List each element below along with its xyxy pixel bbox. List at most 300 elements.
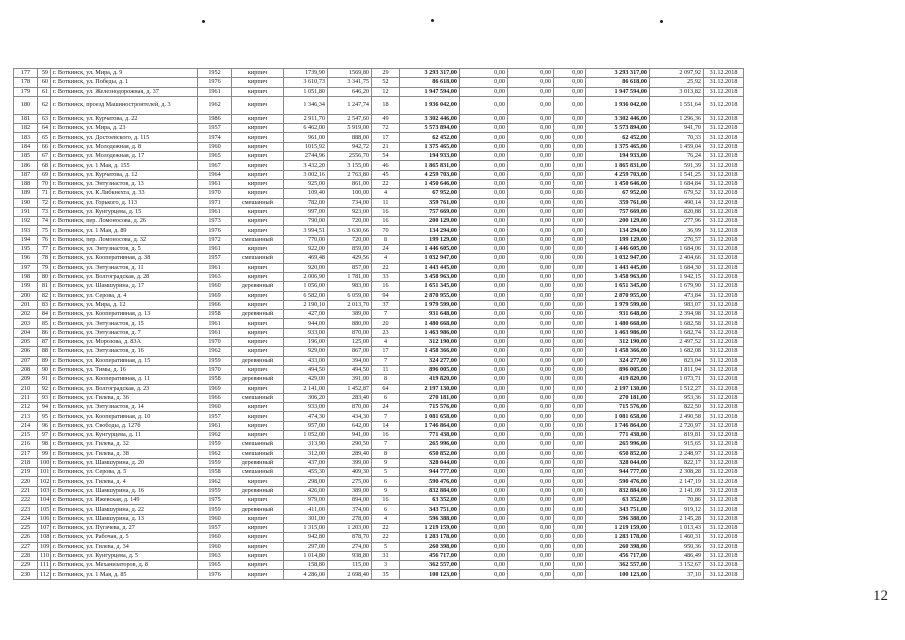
year-cell: 1962 — [198, 477, 232, 486]
table-row — [14, 551, 744, 560]
year-cell: 1963 — [198, 551, 232, 560]
date-cell: 31.12.2018 — [704, 124, 744, 133]
date-cell: 31.12.2018 — [704, 551, 744, 560]
living-area-cell: 870,00 — [328, 328, 372, 337]
address-cell: г. Воткинск, ул. Гилева, д. 36 — [51, 393, 198, 402]
address-cell: г. Воткинск, ул. Свободы, д. 127б — [51, 421, 198, 430]
date-cell: 31.12.2018 — [704, 338, 744, 347]
amount-cell: 757 669,00 — [400, 207, 460, 216]
living-area-cell: 2 013,70 — [328, 300, 372, 309]
living-area-cell: 391,00 — [328, 375, 372, 384]
zero-amount-cell: 0,00 — [460, 430, 508, 439]
zero-amount-cell: 0,00 — [460, 189, 508, 198]
zero-amount-cell: 0,00 — [460, 496, 508, 505]
date-cell: 31.12.2018 — [704, 217, 744, 226]
amount-cell: 1 480 668,00 — [400, 319, 460, 328]
year-cell: 1965 — [198, 152, 232, 161]
total-amount-cell: 456 717,00 — [586, 551, 650, 560]
item-number-cell: 107 — [38, 523, 51, 532]
address-cell: г. Воткинск, ул. Кооперативная, д. 11 — [51, 375, 198, 384]
total-area-cell: 3 432,20 — [284, 161, 328, 170]
zero-amount-cell: 0,00 — [508, 375, 554, 384]
zero-amount-cell: 0,00 — [460, 468, 508, 477]
date-cell: 31.12.2018 — [704, 96, 744, 114]
zero-amount-cell: 0,00 — [508, 217, 554, 226]
zero-amount-cell: 0,00 — [554, 272, 586, 281]
year-cell: 1966 — [198, 300, 232, 309]
year-cell: 1971 — [198, 198, 232, 207]
zero-amount-cell: 0,00 — [554, 505, 586, 514]
zero-amount-cell: 0,00 — [554, 300, 586, 309]
address-cell: г. Воткинск, ул. Механизаторов, д. 8 — [51, 561, 198, 570]
zero-amount-cell: 0,00 — [554, 124, 586, 133]
total-amount-cell: 1 081 658,00 — [586, 412, 650, 421]
wall-material-cell: кирпич — [232, 263, 284, 272]
address-cell: г. Воткинск, ул. Рабочая, д. 5 — [51, 533, 198, 542]
zero-amount-cell: 0,00 — [460, 170, 508, 179]
total-amount-cell: 134 294,00 — [586, 226, 650, 235]
date-cell: 31.12.2018 — [704, 523, 744, 532]
total-amount-cell: 343 751,00 — [586, 505, 650, 514]
zero-amount-cell: 0,00 — [554, 477, 586, 486]
amount-per-sqm-cell: 950,36 — [650, 542, 704, 551]
total-area-cell: 2 190,10 — [284, 300, 328, 309]
total-amount-cell: 419 820,00 — [586, 375, 650, 384]
item-number-cell: 71 — [38, 189, 51, 198]
living-area-cell: 1 203,00 — [328, 523, 372, 532]
item-number-cell: 89 — [38, 356, 51, 365]
date-cell: 31.12.2018 — [704, 254, 744, 263]
zero-amount-cell: 0,00 — [554, 468, 586, 477]
residents-cell: 11 — [372, 198, 400, 207]
amount-per-sqm-cell: 1 684,06 — [650, 245, 704, 254]
amount-per-sqm-cell: 822,50 — [650, 403, 704, 412]
zero-amount-cell: 0,00 — [460, 486, 508, 495]
table-row — [14, 254, 744, 263]
total-area-cell: 790,00 — [284, 217, 328, 226]
address-cell: г. Воткинск, ул. Энтузиастов, д. 15 — [51, 319, 198, 328]
item-number-cell: 99 — [38, 449, 51, 458]
total-area-cell: 297,00 — [284, 542, 328, 551]
residents-cell: 46 — [372, 161, 400, 170]
total-area-cell: 933,00 — [284, 403, 328, 412]
year-cell: 1961 — [198, 179, 232, 188]
zero-amount-cell: 0,00 — [508, 458, 554, 467]
living-area-cell: 289,40 — [328, 449, 372, 458]
total-amount-cell: 1 651 345,00 — [586, 282, 650, 291]
row-number-cell: 186 — [14, 161, 38, 170]
total-amount-cell: 312 190,00 — [586, 338, 650, 347]
item-number-cell: 64 — [38, 124, 51, 133]
zero-amount-cell: 0,00 — [508, 235, 554, 244]
zero-amount-cell: 0,00 — [554, 551, 586, 560]
row-number-cell: 228 — [14, 551, 38, 560]
zero-amount-cell: 0,00 — [508, 310, 554, 319]
table-row — [14, 282, 744, 291]
amount-per-sqm-cell: 941,70 — [650, 124, 704, 133]
row-number-cell: 201 — [14, 300, 38, 309]
zero-amount-cell: 0,00 — [508, 477, 554, 486]
total-amount-cell: 715 576,00 — [586, 403, 650, 412]
row-number-cell: 207 — [14, 356, 38, 365]
year-cell: 1970 — [198, 189, 232, 198]
year-cell: 1957 — [198, 124, 232, 133]
year-cell: 1961 — [198, 263, 232, 272]
residents-cell: 22 — [372, 179, 400, 188]
total-area-cell: 957,00 — [284, 421, 328, 430]
residents-cell: 16 — [372, 207, 400, 216]
zero-amount-cell: 0,00 — [554, 114, 586, 123]
address-cell: г. Воткинск, ул. Курчатова, д. 12 — [51, 170, 198, 179]
table-row — [14, 207, 744, 216]
total-amount-cell: 1 446 605,00 — [586, 245, 650, 254]
row-number-cell: 189 — [14, 189, 38, 198]
item-number-cell: 92 — [38, 384, 51, 393]
item-number-cell: 84 — [38, 310, 51, 319]
table-row — [14, 514, 744, 523]
address-cell: г. Воткинск, ул. Шамшурина, д. 17 — [51, 282, 198, 291]
wall-material-cell: кирпич — [232, 542, 284, 551]
address-cell: г. Воткинск, ул. Серова, д. 4 — [51, 291, 198, 300]
row-number-cell: 202 — [14, 310, 38, 319]
zero-amount-cell: 0,00 — [460, 412, 508, 421]
item-number-cell: 60 — [38, 78, 51, 87]
date-cell: 31.12.2018 — [704, 179, 744, 188]
total-amount-cell: 1 979 599,00 — [586, 300, 650, 309]
residents-cell: 18 — [372, 96, 400, 114]
residents-cell: 4 — [372, 189, 400, 198]
year-cell: 1952 — [198, 69, 232, 78]
year-cell: 1972 — [198, 235, 232, 244]
zero-amount-cell: 0,00 — [508, 170, 554, 179]
item-number-cell: 70 — [38, 179, 51, 188]
living-area-cell: 3 341,75 — [328, 78, 372, 87]
zero-amount-cell: 0,00 — [508, 161, 554, 170]
living-area-cell: 100,00 — [328, 189, 372, 198]
year-cell: 1970 — [198, 365, 232, 374]
residents-cell: 21 — [372, 142, 400, 151]
residents-cell: 7 — [372, 412, 400, 421]
living-area-cell: 2 763,80 — [328, 170, 372, 179]
date-cell: 31.12.2018 — [704, 486, 744, 495]
total-area-cell: 925,00 — [284, 179, 328, 188]
zero-amount-cell: 0,00 — [508, 440, 554, 449]
zero-amount-cell: 0,00 — [554, 170, 586, 179]
table-row — [14, 477, 744, 486]
total-area-cell: 2 911,70 — [284, 114, 328, 123]
item-number-cell: 74 — [38, 217, 51, 226]
address-cell: г. Воткинск, ул. Достоевского, д. 115 — [51, 133, 198, 142]
zero-amount-cell: 0,00 — [508, 551, 554, 560]
item-number-cell: 85 — [38, 319, 51, 328]
address-cell: г. Воткинск, ул. Пугачева, д. 27 — [51, 523, 198, 532]
amount-cell: 596 388,00 — [400, 514, 460, 523]
zero-amount-cell: 0,00 — [554, 235, 586, 244]
table-row — [14, 217, 744, 226]
zero-amount-cell: 0,00 — [554, 421, 586, 430]
date-cell: 31.12.2018 — [704, 561, 744, 570]
zero-amount-cell: 0,00 — [554, 533, 586, 542]
zero-amount-cell: 0,00 — [508, 254, 554, 263]
row-number-cell: 226 — [14, 533, 38, 542]
row-number-cell: 187 — [14, 170, 38, 179]
table-row — [14, 78, 744, 87]
total-area-cell: 1 346,34 — [284, 96, 328, 114]
total-area-cell: 313,90 — [284, 440, 328, 449]
residents-cell: 8 — [372, 375, 400, 384]
zero-amount-cell: 0,00 — [554, 523, 586, 532]
year-cell: 1976 — [198, 570, 232, 579]
row-number-cell: 204 — [14, 328, 38, 337]
date-cell: 31.12.2018 — [704, 300, 744, 309]
amount-cell: 931 648,00 — [400, 310, 460, 319]
item-number-cell: 90 — [38, 365, 51, 374]
living-area-cell: 274,00 — [328, 542, 372, 551]
row-number-cell: 206 — [14, 347, 38, 356]
item-number-cell: 65 — [38, 133, 51, 142]
address-cell: г. Воткинск, ул. Энтузиастов, д. 16 — [51, 347, 198, 356]
total-area-cell: 933,00 — [284, 328, 328, 337]
date-cell: 31.12.2018 — [704, 514, 744, 523]
total-amount-cell: 1 443 445,00 — [586, 263, 650, 272]
table-row — [14, 570, 744, 579]
total-amount-cell: 63 352,00 — [586, 496, 650, 505]
wall-material-cell: кирпич — [232, 496, 284, 505]
living-area-cell: 983,00 — [328, 282, 372, 291]
row-number-cell: 210 — [14, 384, 38, 393]
year-cell: 1961 — [198, 207, 232, 216]
zero-amount-cell: 0,00 — [554, 570, 586, 579]
wall-material-cell: кирпич — [232, 189, 284, 198]
zero-amount-cell: 0,00 — [554, 347, 586, 356]
row-number-cell: 220 — [14, 477, 38, 486]
row-number-cell: 179 — [14, 87, 38, 96]
item-number-cell: 98 — [38, 440, 51, 449]
total-area-cell: 920,00 — [284, 263, 328, 272]
item-number-cell: 72 — [38, 198, 51, 207]
living-area-cell: 878,70 — [328, 533, 372, 542]
amount-cell: 1 865 831,00 — [400, 161, 460, 170]
amount-cell: 715 576,00 — [400, 403, 460, 412]
row-number-cell: 216 — [14, 440, 38, 449]
zero-amount-cell: 0,00 — [460, 458, 508, 467]
zero-amount-cell: 0,00 — [460, 533, 508, 542]
year-cell: 1961 — [198, 87, 232, 96]
residents-cell: 20 — [372, 319, 400, 328]
total-area-cell: 6 462,00 — [284, 124, 328, 133]
year-cell: 1959 — [198, 356, 232, 365]
wall-material-cell: кирпич — [232, 533, 284, 542]
year-cell: 1969 — [198, 384, 232, 393]
amount-cell: 270 181,00 — [400, 393, 460, 402]
address-cell: г. Воткинск, ул. Гилева, д. 4 — [51, 477, 198, 486]
row-number-cell: 190 — [14, 198, 38, 207]
table-row — [14, 198, 744, 207]
amount-per-sqm-cell: 1 460,31 — [650, 533, 704, 542]
row-number-cell: 194 — [14, 235, 38, 244]
total-area-cell: 298,00 — [284, 477, 328, 486]
address-cell: г. Воткинск, ул. Энтузиастов, д. 11 — [51, 263, 198, 272]
zero-amount-cell: 0,00 — [508, 282, 554, 291]
amount-cell: 86 618,00 — [400, 78, 460, 87]
zero-amount-cell: 0,00 — [554, 393, 586, 402]
amount-cell: 1 651 345,00 — [400, 282, 460, 291]
address-cell: г. Воткинск, ул. Кунгурцева, д. 15 — [51, 207, 198, 216]
living-area-cell: 1569,80 — [328, 69, 372, 78]
amount-per-sqm-cell: 2 720,97 — [650, 421, 704, 430]
zero-amount-cell: 0,00 — [460, 403, 508, 412]
year-cell: 1961 — [198, 245, 232, 254]
table-row — [14, 300, 744, 309]
wall-material-cell: кирпич — [232, 403, 284, 412]
total-area-cell: 426,00 — [284, 486, 328, 495]
total-area-cell: 1 051,80 — [284, 87, 328, 96]
item-number-cell: 62 — [38, 96, 51, 114]
row-number-cell: 227 — [14, 542, 38, 551]
item-number-cell: 103 — [38, 486, 51, 495]
wall-material-cell: кирпич — [232, 142, 284, 151]
table-row — [14, 375, 744, 384]
amount-cell: 200 129,00 — [400, 217, 460, 226]
total-amount-cell: 771 438,00 — [586, 430, 650, 439]
item-number-cell: 66 — [38, 142, 51, 151]
total-area-cell: 158,80 — [284, 561, 328, 570]
year-cell: 1962 — [198, 430, 232, 439]
row-number-cell: 230 — [14, 570, 38, 579]
zero-amount-cell: 0,00 — [508, 207, 554, 216]
total-amount-cell: 100 123,00 — [586, 570, 650, 579]
date-cell: 31.12.2018 — [704, 430, 744, 439]
zero-amount-cell: 0,00 — [554, 561, 586, 570]
amount-cell: 134 294,00 — [400, 226, 460, 235]
zero-amount-cell: 0,00 — [508, 124, 554, 133]
residents-cell: 37 — [372, 300, 400, 309]
residents-cell: 24 — [372, 245, 400, 254]
zero-amount-cell: 0,00 — [554, 179, 586, 188]
zero-amount-cell: 0,00 — [508, 114, 554, 123]
zero-amount-cell: 0,00 — [460, 551, 508, 560]
total-amount-cell: 1 032 947,00 — [586, 254, 650, 263]
residents-cell: 31 — [372, 551, 400, 560]
zero-amount-cell: 0,00 — [508, 393, 554, 402]
amount-per-sqm-cell: 37,10 — [650, 570, 704, 579]
wall-material-cell: деревянный — [232, 310, 284, 319]
total-area-cell: 494,50 — [284, 365, 328, 374]
living-area-cell: 894,00 — [328, 496, 372, 505]
amount-per-sqm-cell: 1 551,64 — [650, 96, 704, 114]
residents-cell: 9 — [372, 458, 400, 467]
date-cell: 31.12.2018 — [704, 421, 744, 430]
table-row — [14, 440, 744, 449]
zero-amount-cell: 0,00 — [508, 142, 554, 151]
total-amount-cell: 265 996,00 — [586, 440, 650, 449]
total-amount-cell: 757 669,00 — [586, 207, 650, 216]
address-cell: г. Воткинск, ул. 1 Мая, д. 89 — [51, 226, 198, 235]
total-amount-cell: 3 293 317,00 — [586, 69, 650, 78]
total-area-cell: 2 141,00 — [284, 384, 328, 393]
year-cell: 1959 — [198, 486, 232, 495]
year-cell: 1961 — [198, 328, 232, 337]
zero-amount-cell: 0,00 — [554, 263, 586, 272]
amount-cell: 362 557,00 — [400, 561, 460, 570]
amount-cell: 100 123,00 — [400, 570, 460, 579]
address-cell: г. Воткинск, ул. Энтузиастов, д. 14 — [51, 403, 198, 412]
date-cell: 31.12.2018 — [704, 375, 744, 384]
table-row — [14, 356, 744, 365]
address-cell: г. Воткинск, ул. Гилева, д. 34 — [51, 542, 198, 551]
total-amount-cell: 200 129,00 — [586, 217, 650, 226]
table-row — [14, 458, 744, 467]
year-cell: 1957 — [198, 523, 232, 532]
wall-material-cell: смешанный — [232, 254, 284, 263]
table-row — [14, 124, 744, 133]
date-cell: 31.12.2018 — [704, 207, 744, 216]
item-number-cell: 81 — [38, 282, 51, 291]
zero-amount-cell: 0,00 — [554, 142, 586, 151]
year-cell: 1963 — [198, 272, 232, 281]
item-number-cell: 112 — [38, 570, 51, 579]
amount-cell: 265 996,00 — [400, 440, 460, 449]
residents-cell: 4 — [372, 514, 400, 523]
row-number-cell: 182 — [14, 124, 38, 133]
zero-amount-cell: 0,00 — [554, 384, 586, 393]
address-cell: г. Воткинск, ул. Кунгурцева, д. 11 — [51, 430, 198, 439]
amount-per-sqm-cell: 1 296,36 — [650, 114, 704, 123]
row-number-cell: 197 — [14, 263, 38, 272]
year-cell: 1959 — [198, 458, 232, 467]
zero-amount-cell: 0,00 — [460, 235, 508, 244]
zero-amount-cell: 0,00 — [460, 393, 508, 402]
zero-amount-cell: 0,00 — [460, 245, 508, 254]
living-area-cell: 941,00 — [328, 430, 372, 439]
wall-material-cell: кирпич — [232, 161, 284, 170]
living-area-cell: 867,00 — [328, 347, 372, 356]
amount-per-sqm-cell: 1 684,84 — [650, 179, 704, 188]
zero-amount-cell: 0,00 — [554, 356, 586, 365]
total-amount-cell: 832 884,00 — [586, 486, 650, 495]
item-number-cell: 96 — [38, 421, 51, 430]
amount-cell: 199 129,00 — [400, 235, 460, 244]
total-area-cell: 411,00 — [284, 505, 328, 514]
item-number-cell: 111 — [38, 561, 51, 570]
zero-amount-cell: 0,00 — [460, 338, 508, 347]
amount-per-sqm-cell: 1 682,58 — [650, 319, 704, 328]
wall-material-cell: кирпич — [232, 384, 284, 393]
living-area-cell: 734,00 — [328, 198, 372, 207]
item-number-cell: 108 — [38, 533, 51, 542]
zero-amount-cell: 0,00 — [508, 430, 554, 439]
total-area-cell: 109,40 — [284, 189, 328, 198]
wall-material-cell: кирпич — [232, 477, 284, 486]
table-row — [14, 235, 744, 244]
total-area-cell: 770,00 — [284, 235, 328, 244]
row-number-cell: 200 — [14, 291, 38, 300]
zero-amount-cell: 0,00 — [460, 328, 508, 337]
address-cell: г. Воткинск, ул. Ижевская, д. 149 — [51, 496, 198, 505]
residents-cell: 45 — [372, 170, 400, 179]
year-cell: 1964 — [198, 170, 232, 179]
row-number-cell: 221 — [14, 486, 38, 495]
living-area-cell: 942,72 — [328, 142, 372, 151]
amount-cell: 1 463 986,00 — [400, 328, 460, 337]
address-cell: г. Воткинск, ул. К.Либкнехта, д. 33 — [51, 189, 198, 198]
address-cell: г. Воткинск, ул. Морозова, д. 83А — [51, 338, 198, 347]
wall-material-cell: кирпич — [232, 551, 284, 560]
total-amount-cell: 194 933,00 — [586, 152, 650, 161]
total-amount-cell: 3 302 446,00 — [586, 114, 650, 123]
amount-cell: 896 005,00 — [400, 365, 460, 374]
amount-cell: 260 398,00 — [400, 542, 460, 551]
